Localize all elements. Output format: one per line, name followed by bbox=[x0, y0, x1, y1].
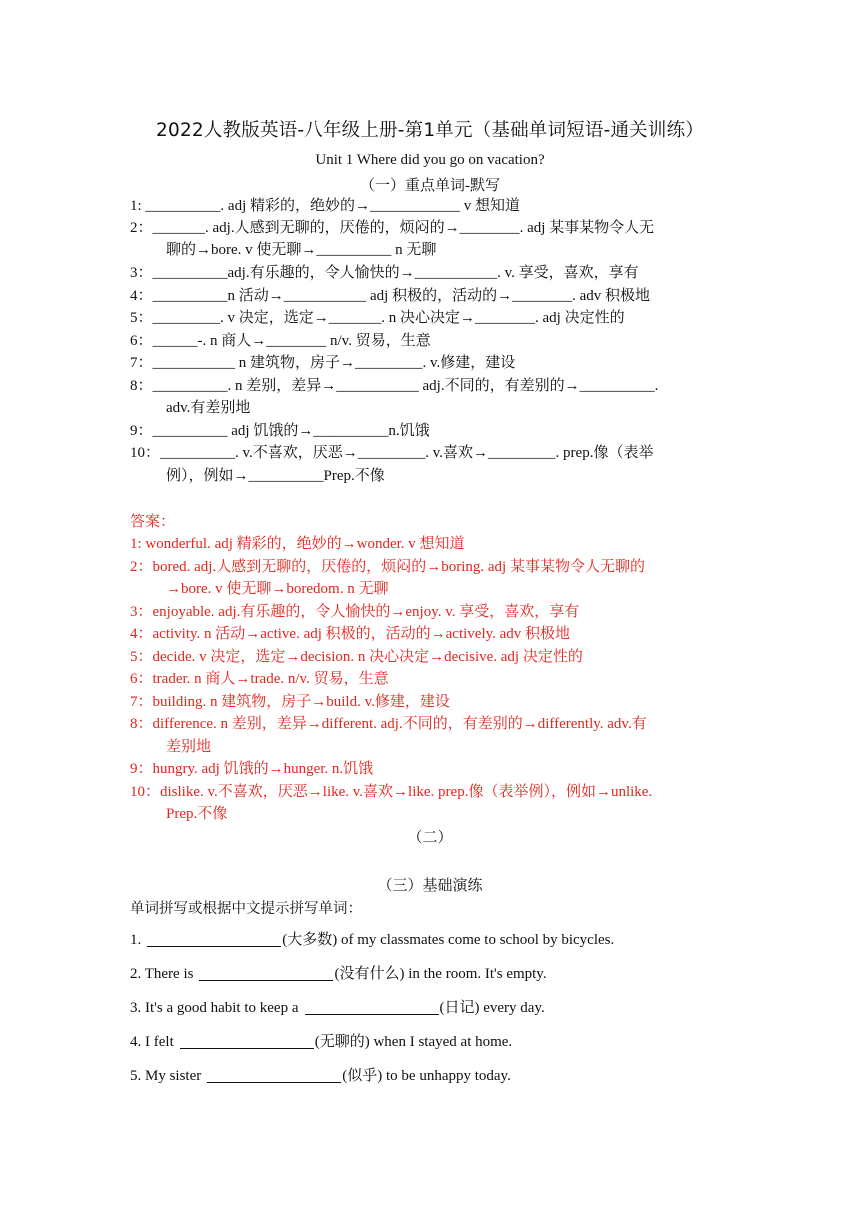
answer-line: 差别地 bbox=[166, 739, 212, 755]
answer-line: 2：bored. adj.人感到无聊的，厌倦的，烦闷的→boring. adj 某事某物令人无聊的 bbox=[130, 559, 645, 575]
question-line: 9：__________ adj 饥饿的→__________n.饥饿 bbox=[130, 423, 430, 439]
document-title: 2022人教版英语-八年级上册-第1单元（基础单词短语-通关训练） bbox=[156, 120, 704, 141]
exercise-prefix: 1. bbox=[130, 932, 142, 948]
question-line: 1: __________. adj 精彩的，绝妙的→____________ v 想知道 bbox=[130, 198, 520, 214]
exercise-suffix: (无聊的) when I stayed at home. bbox=[314, 1034, 513, 1050]
answer-line: →bore. v 使无聊→boredom. n 无聊 bbox=[166, 581, 389, 597]
exercise-prefix: 2. There is bbox=[130, 966, 194, 982]
answer-blank[interactable] bbox=[180, 1032, 314, 1049]
unit-title: Unit 1 Where did you go on vacation? bbox=[315, 152, 545, 168]
answers-heading: 答案： bbox=[130, 514, 176, 530]
exercise-prefix: 5. My sister bbox=[130, 1068, 202, 1084]
instruction-text: 单词拼写或根据中文提示拼写单词： bbox=[130, 901, 362, 917]
answer-blank[interactable] bbox=[199, 964, 333, 981]
question-line: 聊的→bore. v 使无聊→__________ n 无聊 bbox=[166, 242, 437, 258]
exercise-prefix: 4. I felt bbox=[130, 1034, 174, 1050]
answer-line: Prep.不像 bbox=[166, 806, 228, 822]
answer-line: 1: wonderful. adj 精彩的，绝妙的→wonder. v 想知道 bbox=[130, 536, 465, 552]
answer-line: 7：building. n 建筑物，房子→build. v.修建，建设 bbox=[130, 694, 450, 710]
exercise-suffix: (日记) every day. bbox=[439, 1000, 545, 1016]
question-line: 5：_________. v 决定，选定→_______. n 决心决定→________. adj 决定性的 bbox=[130, 310, 625, 326]
exercise-prefix: 3. It's a good habit to keep a bbox=[130, 1000, 299, 1016]
question-line: 例），例如→__________Prep.不像 bbox=[166, 468, 385, 484]
question-line: 10：__________. v.不喜欢，厌恶→_________. v.喜欢→_________. prep.像（表举 bbox=[130, 445, 654, 461]
question-line: 6：______-. n 商人→________ n/v. 贸易，生意 bbox=[130, 333, 431, 349]
answer-line: 10：dislike. v.不喜欢，厌恶→like. v.喜欢→like. prep.像（表举例），例如→unlike. bbox=[130, 784, 653, 800]
answer-line: 8：difference. n 差别，差异→different. adj.不同的，有差别的→differently. adv.有 bbox=[130, 716, 647, 732]
exercise-suffix: (似乎) to be unhappy today. bbox=[342, 1068, 511, 1084]
question-line: 4：__________n 活动→___________ adj 积极的，活动的→________. adv 积极地 bbox=[130, 288, 650, 304]
answer-line: 3：enjoyable. adj.有乐趣的，令人愉快的→enjoy. v. 享受，喜欢，享有 bbox=[130, 604, 580, 620]
section3-heading: （三）基础演练 bbox=[377, 878, 483, 894]
exercise-item bbox=[130, 996, 750, 1020]
question-line: 8：__________. n 差别，差异→___________ adj.不同的，有差别的→__________. bbox=[130, 378, 659, 394]
answer-blank[interactable] bbox=[207, 1066, 341, 1083]
exercise-item bbox=[130, 1030, 750, 1054]
question-line: adv.有差别地 bbox=[166, 400, 251, 416]
answer-line: 5：decide. v 决定，选定→decision. n 决心决定→decisive. adj 决定性的 bbox=[130, 649, 583, 665]
answer-blank[interactable] bbox=[147, 930, 281, 947]
exercise-item bbox=[130, 928, 750, 952]
question-line: 7：___________ n 建筑物，房子→_________. v.修建，建设 bbox=[130, 355, 516, 371]
exercise-suffix: (大多数) of my classmates come to school by bicycles. bbox=[282, 932, 615, 948]
answer-blank[interactable] bbox=[305, 998, 439, 1015]
question-line: 3：__________adj.有乐趣的，令人愉快的→___________. v. 享受，喜欢，享有 bbox=[130, 265, 639, 281]
answer-line: 6：trader. n 商人→trade. n/v. 贸易，生意 bbox=[130, 671, 389, 687]
exercise-item bbox=[130, 1064, 750, 1088]
section2-heading: （二） bbox=[407, 830, 453, 846]
answer-line: 9：hungry. adj 饥饿的→hunger. n.饥饿 bbox=[130, 761, 374, 777]
exercise-suffix: (没有什么) in the room. It's empty. bbox=[334, 966, 547, 982]
answer-line: 4：activity. n 活动→active. adj 积极的，活动的→actively. adv 积极地 bbox=[130, 626, 571, 642]
question-line: 2：_______. adj.人感到无聊的，厌倦的，烦闷的→________. adj 某事某物令人无 bbox=[130, 220, 655, 236]
exercise-item bbox=[130, 962, 750, 986]
section1-heading: （一）重点单词-默写 bbox=[360, 178, 500, 194]
